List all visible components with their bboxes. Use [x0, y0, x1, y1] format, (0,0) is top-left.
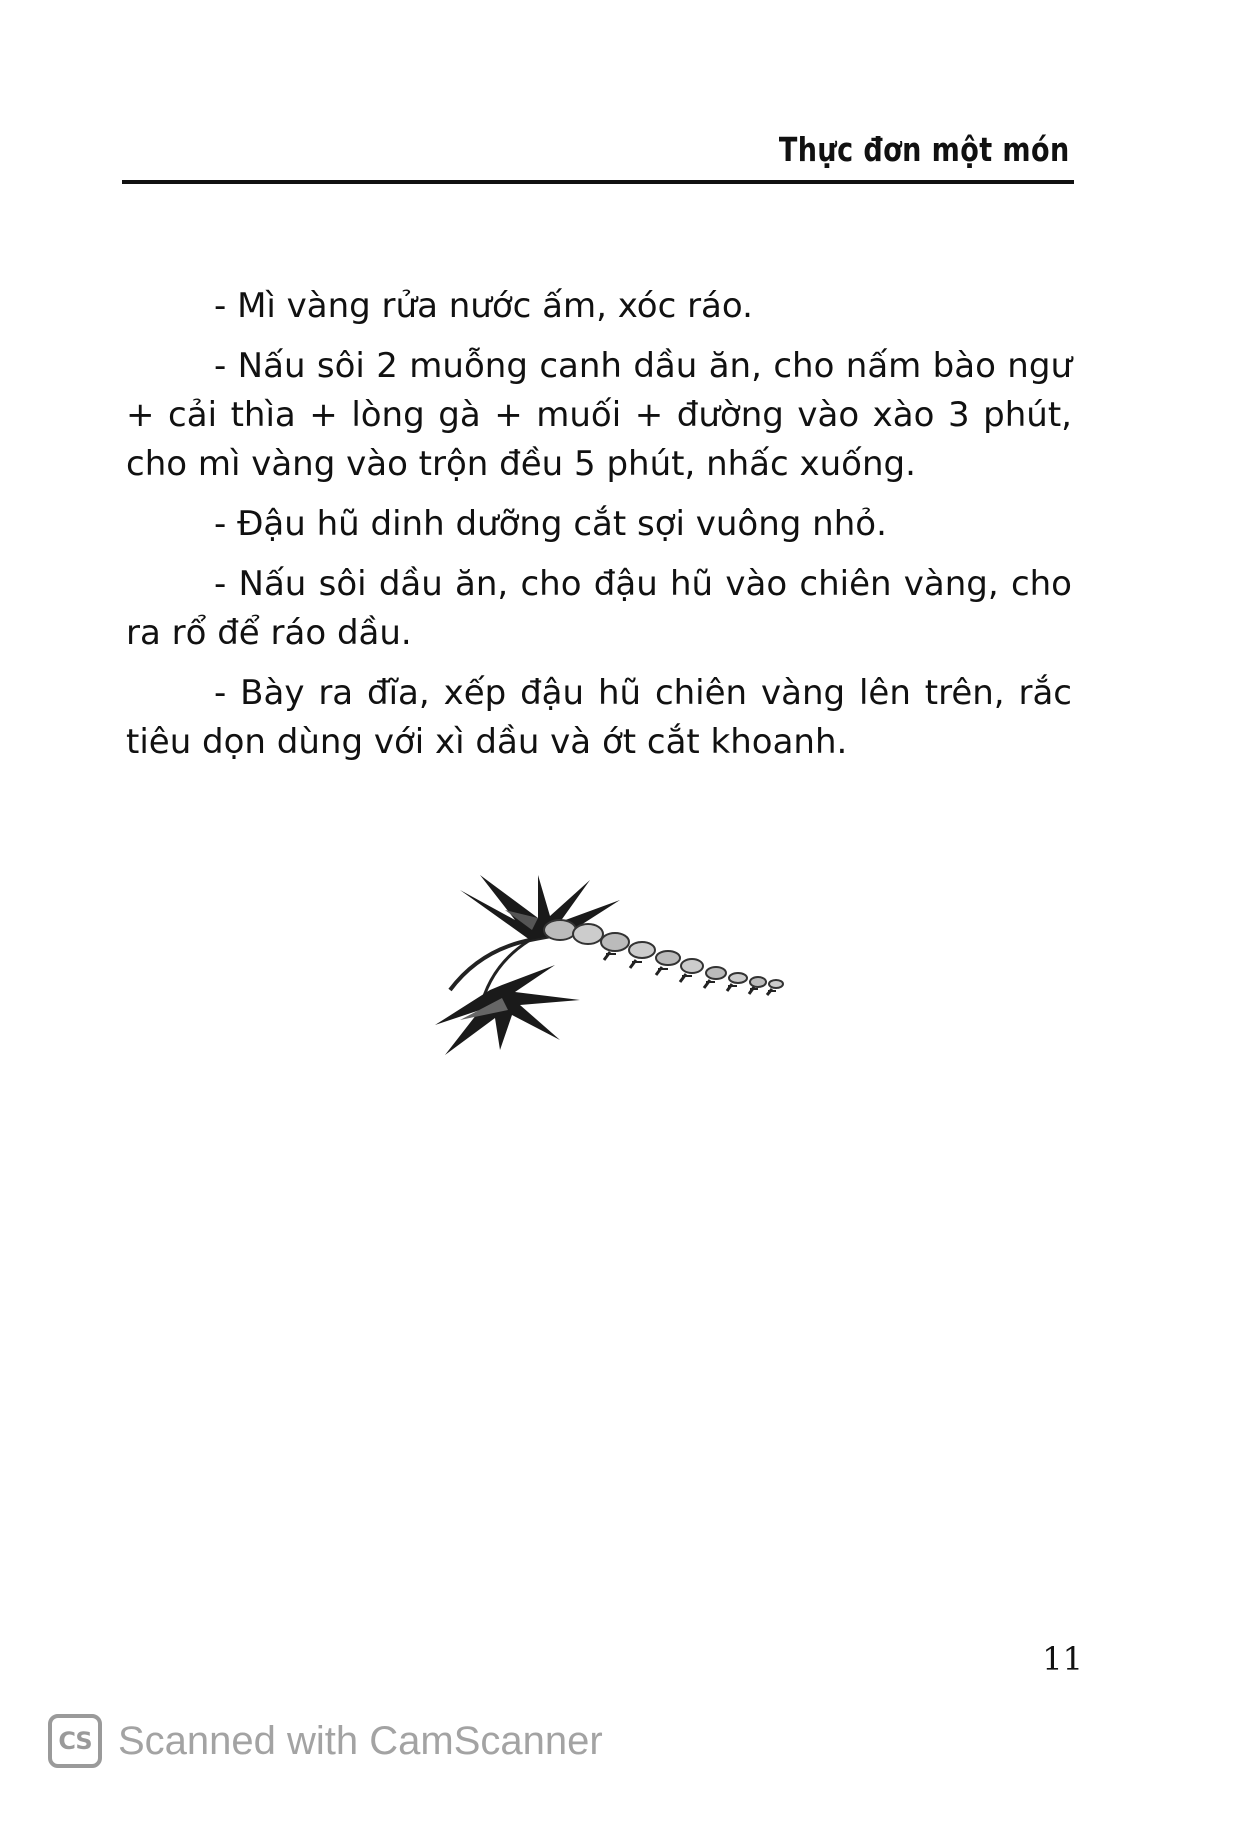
recipe-step: - Mì vàng rửa nước ấm, xóc ráo. — [214, 286, 753, 326]
recipe-steps — [126, 282, 1072, 778]
camscanner-logo-icon: CS — [48, 1714, 102, 1768]
recipe-step: - Bày ra đĩa, xếp đậu hũ chiên vàng lên trên, rắc tiêu dọn dùng với xì dầu và ớt cắt khoanh. — [126, 673, 1072, 762]
page-number: 11 — [1042, 1640, 1083, 1678]
header-rule — [122, 180, 1074, 184]
leaf-branch-ornament-icon — [420, 870, 820, 1070]
recipe-step: - Nấu sôi dầu ăn, cho đậu hũ vào chiên vàng, cho ra rổ để ráo dầu. — [126, 564, 1072, 653]
recipe-step: - Nấu sôi 2 muỗng canh dầu ăn, cho nấm bào ngư + cải thìa + lòng gà + muối + đường vào xào 3 phút, cho mì vàng vào trộn đều 5 phút, nhấc xuống. — [126, 346, 1072, 484]
running-header-title: Thực đơn một món — [779, 130, 1070, 169]
watermark-text: Scanned with CamScanner — [118, 1718, 603, 1763]
camscanner-watermark — [48, 1712, 603, 1770]
recipe-step: - Đậu hũ dinh dưỡng cắt sợi vuông nhỏ. — [214, 504, 887, 544]
